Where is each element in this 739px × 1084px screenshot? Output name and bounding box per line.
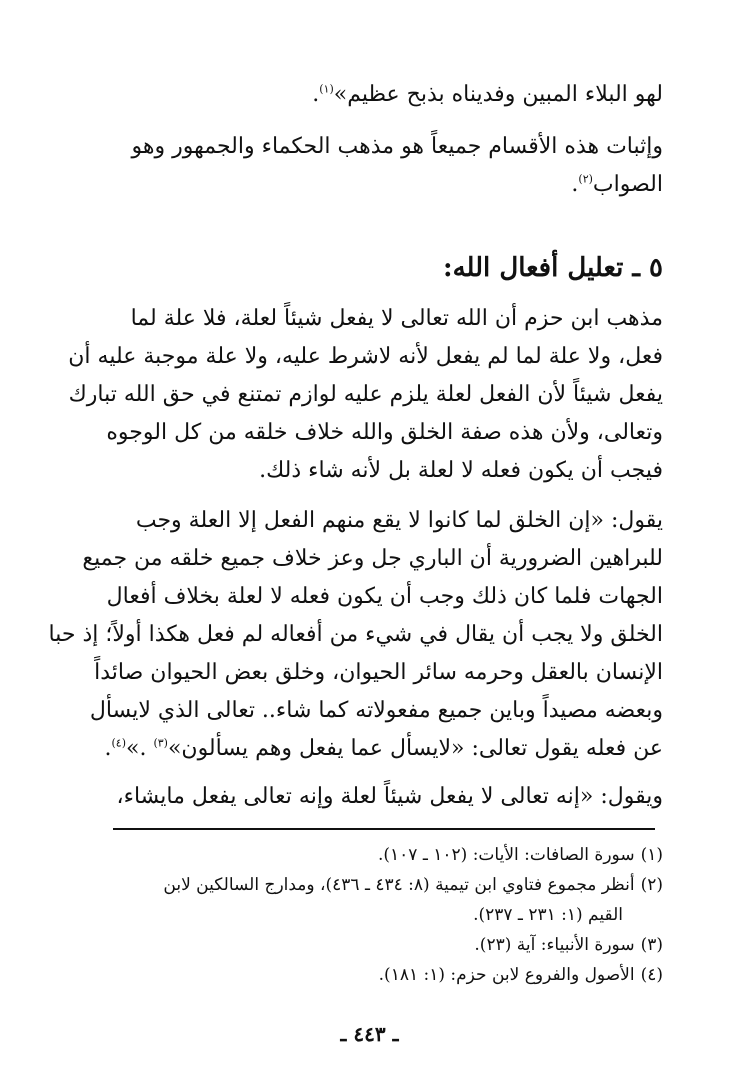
text-line: مذهب ابن حزم أن الله تعالى لا يفعل شيئاً لعلة، فلا علة لما: [130, 306, 663, 331]
text-line: وتعالى، ولأن هذه صفة الخلق والله خلاف خلقه من كل الوجوه: [106, 420, 663, 445]
second-paragraph: [110, 128, 663, 204]
footnote-number: (٣): [640, 935, 663, 955]
section-heading-block: [110, 246, 663, 290]
footnote-text: سورة الأنبياء: آية (٢٣).: [474, 935, 635, 955]
footnote-number: (٤): [640, 965, 663, 985]
text-line: وإثبات هذه الأقسام جميعاً هو مذهب الحكماء والجمهور وهو: [131, 134, 663, 159]
last-paragraph: [110, 778, 663, 816]
footnote-item: [113, 840, 663, 870]
top-paragraph: [110, 76, 663, 114]
text-line: لهو البلاء المبين وفديناه بذبح عظيم»$^{(١)}$.: [312, 82, 663, 107]
footnote-number: (٢): [640, 875, 663, 895]
footnote-item: [113, 870, 663, 900]
footnotes: [113, 840, 663, 990]
text-line: الصواب$^{(٢)}$.: [571, 172, 663, 197]
footnote-ref: (٣): [153, 736, 168, 750]
footnote-text: أنظر مجموع فتاوي ابن تيمية (٨: ٤٣٤ ـ ٤٣٦)، ومدارج السالكين لابن: [163, 875, 635, 895]
text-line: عن فعله يقول تعالى: «لايسأل عما يفعل وهم يسألون»$^{(٣)}$ .»$^{(٤)}$.: [104, 736, 663, 761]
ibn-hazm-paragraph: [68, 300, 663, 490]
footnote-ref: (١): [319, 82, 334, 96]
footnote-separator: [113, 828, 655, 830]
footnote-text: سورة الصافات: الأيات: (١٠٢ ـ ١٠٧).: [378, 845, 635, 865]
footnote-item: [113, 930, 663, 960]
footnote-item: [113, 960, 663, 990]
footnote-text: الأصول والفروع لابن حزم: (١: ١٨١).: [378, 965, 635, 985]
text-line: يقول: «إن الخلق لما كانوا لا يقع منهم الفعل إلا العلة وجب: [135, 508, 663, 533]
footnote-ref: (٢): [578, 172, 593, 186]
text-line: الجهات فلما كان ذلك وجب أن يكون فعله لا لعلة بخلاف أفعال: [106, 584, 663, 609]
text-line: الخلق ولا يجب أن يقال في شيء من أفعاله لم فعل هكذا أولاً؛ إذ حبا: [48, 622, 663, 647]
page-number: ـ ٤٤٣ ـ: [340, 1022, 399, 1046]
footnote-number: (١): [640, 845, 663, 865]
text-line: فعل، ولا علة لما لم يفعل لأنه لاشرط عليه، ولا علة موجبة عليه أن: [68, 344, 663, 369]
text-line: الإنسان بالعقل وحرمه سائر الحيوان، وخلق بعض الحيوان صائداً: [94, 660, 663, 685]
text-line: يفعل شيئاً لأن الفعل لعلة يلزم عليه لوازم تمتنع في حق الله تبارك: [68, 382, 663, 407]
text-line: فيجب أن يكون فعله لا لعلة بل لأنه شاء ذلك.: [259, 458, 663, 483]
text-line: للبراهين الضرورية أن الباري جل وعز خلاف جميع خلقه من جميع: [82, 546, 663, 571]
footnote-ref: (٤): [111, 736, 126, 750]
text-line: وبعضه مصيداً وباين جميع مفعولاته كما شاء.. تعالى الذي لايسأل: [89, 698, 663, 723]
section-heading: ٥ ـ تعليل أفعال الله:: [442, 253, 663, 283]
footnote-continuation: القيم (١: ٢٣١ ـ ٢٣٧).: [473, 905, 623, 925]
quote-paragraph: [48, 502, 663, 768]
text-line: ويقول: «إنه تعالى لا يفعل شيئاً لعلة وإنه تعالى يفعل مايشاء،: [116, 784, 663, 809]
